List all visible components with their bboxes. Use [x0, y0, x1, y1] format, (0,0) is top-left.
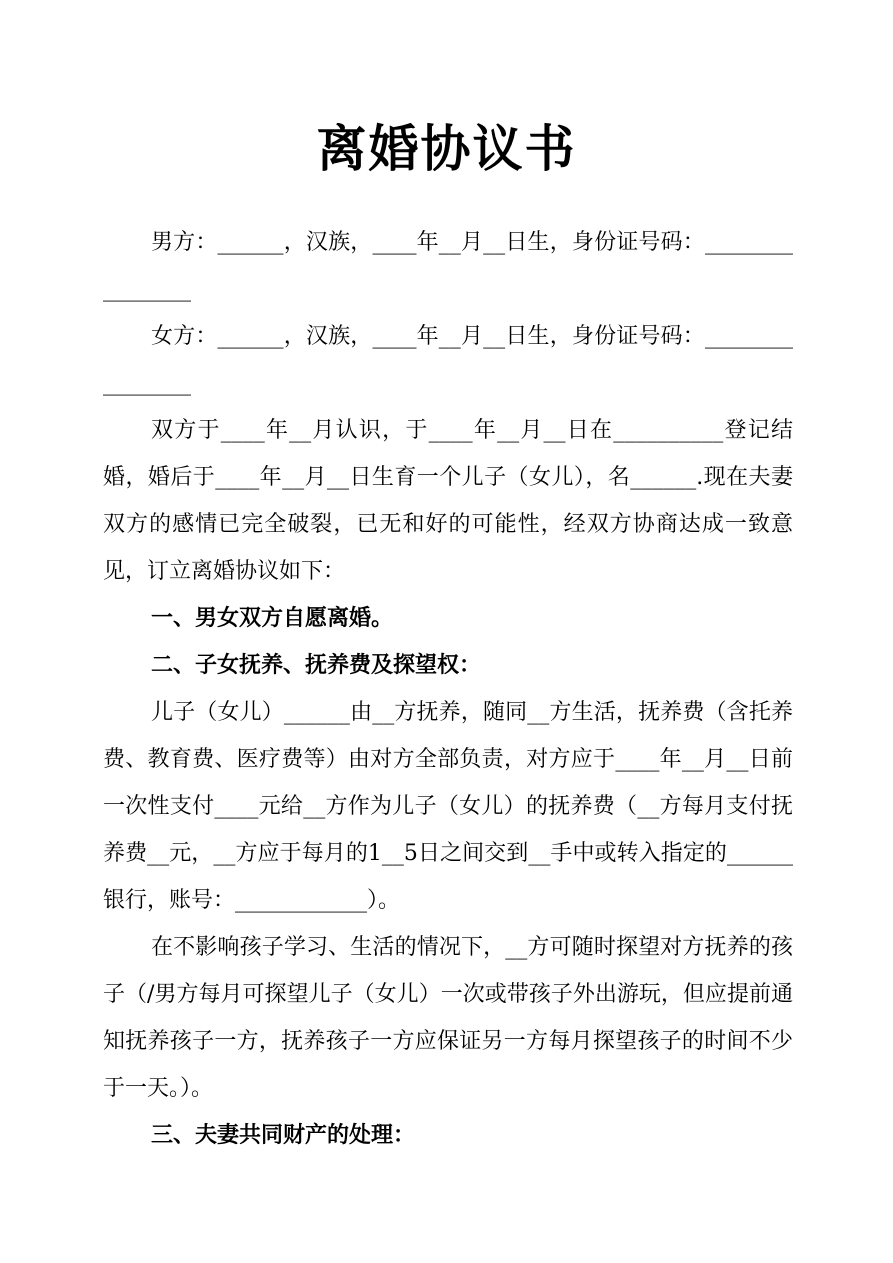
- paragraph-visitation: 在不影响孩子学习、生活的情况下，__方可随时探望对方抚养的孩子（/男方每月可探望儿子（女儿）一次或带孩子外出游玩，但应提前通知抚养孩子一方，抚养孩子一方应保证另一方每月探望孩子的时间不少于一天。）。: [103, 935, 793, 1101]
- heading-section-1: 一、男女双方自愿离婚。: [151, 606, 394, 631]
- paragraph-male-party: 男方：______，汉族，____年__月__日生，身份证号码：________________: [103, 230, 793, 302]
- paragraph-marriage-background: 双方于____年__月认识，于____年__月__日在__________登记结婚，婚后于____年__月__日生育一个儿子（女儿），名______.现在夫妻双方的感情已完全破裂，已无和好的可能性，经双方协商达成一致意见，订立离婚协议如下：: [103, 418, 793, 584]
- paragraph-child-custody: 儿子（女儿）______由__方抚养，随同__方生活，抚养费（含托养费、教育费、医疗费等）由对方全部负责，对方应于____年__月__日前一次性支付____元给__方作为儿子（女儿）的抚养费（__方每月支付抚养费__元，__方应于每月的1__5日之间交到__手中或转入指定的______银行，账号：____________）。: [103, 700, 793, 913]
- document-body: [103, 219, 793, 1159]
- heading-section-3: 三、夫妻共同财产的处理：: [151, 1123, 416, 1148]
- paragraph-female-party: 女方：______，汉族，____年__月__日生，身份证号码：________________: [103, 324, 793, 396]
- document-title: 离婚协议书: [316, 120, 577, 178]
- heading-section-2: 二、子女抚养、抚养费及探望权：: [151, 653, 482, 678]
